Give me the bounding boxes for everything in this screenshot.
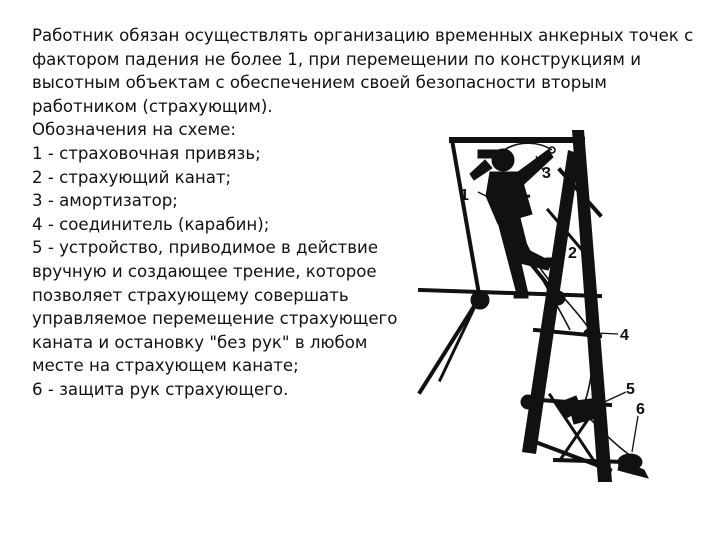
legend-item: вручную и создающее трение, которое (32, 261, 377, 281)
legend-title: Обозначения на схеме: (32, 120, 236, 140)
tower-strut (420, 290, 600, 296)
legend-item: месте на страхующем канате; (32, 356, 299, 376)
figure-label-5: 5 (626, 381, 635, 398)
legend-item: позволяет страхующему совершать (32, 285, 349, 305)
figure-label-3: 3 (542, 165, 551, 182)
legend-item: 6 - защита рук страхующего. (32, 379, 289, 399)
intro-line: работником (страхующим). (32, 96, 273, 116)
tower-gusset (521, 395, 535, 409)
figure-label-4: 4 (620, 327, 629, 344)
intro-line: фактором падения не более 1, при перемещении по конструкциям и (32, 49, 641, 69)
tower-strut (555, 460, 625, 462)
tower-strut (440, 300, 478, 380)
legend-item: 4 - соединитель (карабин); (32, 214, 270, 234)
callout-line-6 (632, 416, 638, 452)
carabiner (584, 329, 596, 337)
legend-item: 3 - амортизатор; (32, 191, 178, 211)
intro-line: Работник обязан осуществлять организацию временных анкерных точек с (32, 26, 694, 45)
legend-item: 2 - страхующий канат; (32, 167, 232, 187)
figure-label-2: 2 (568, 245, 577, 262)
climber-boot (514, 292, 528, 298)
figure-label-6: 6 (636, 401, 645, 418)
legend-item: каната и остановку "без рук" в любом (32, 332, 368, 352)
tower-strut (452, 140, 480, 300)
climber-helmet (478, 150, 500, 158)
shock-absorber (504, 143, 552, 150)
tower-strut (420, 300, 478, 392)
legend-item: управляемое перемещение страхующего (32, 309, 398, 329)
figure-label-1: 1 (460, 187, 469, 204)
legend-item: 1 - страховочная привязь; (32, 143, 261, 163)
tower-gusset (471, 291, 489, 309)
legend-item: 5 - устройство, приводимое в действие (32, 238, 379, 258)
tower-right-leg (572, 130, 612, 482)
intro-line: высотным объектам с обеспечением своей безопасности вторым (32, 73, 607, 93)
